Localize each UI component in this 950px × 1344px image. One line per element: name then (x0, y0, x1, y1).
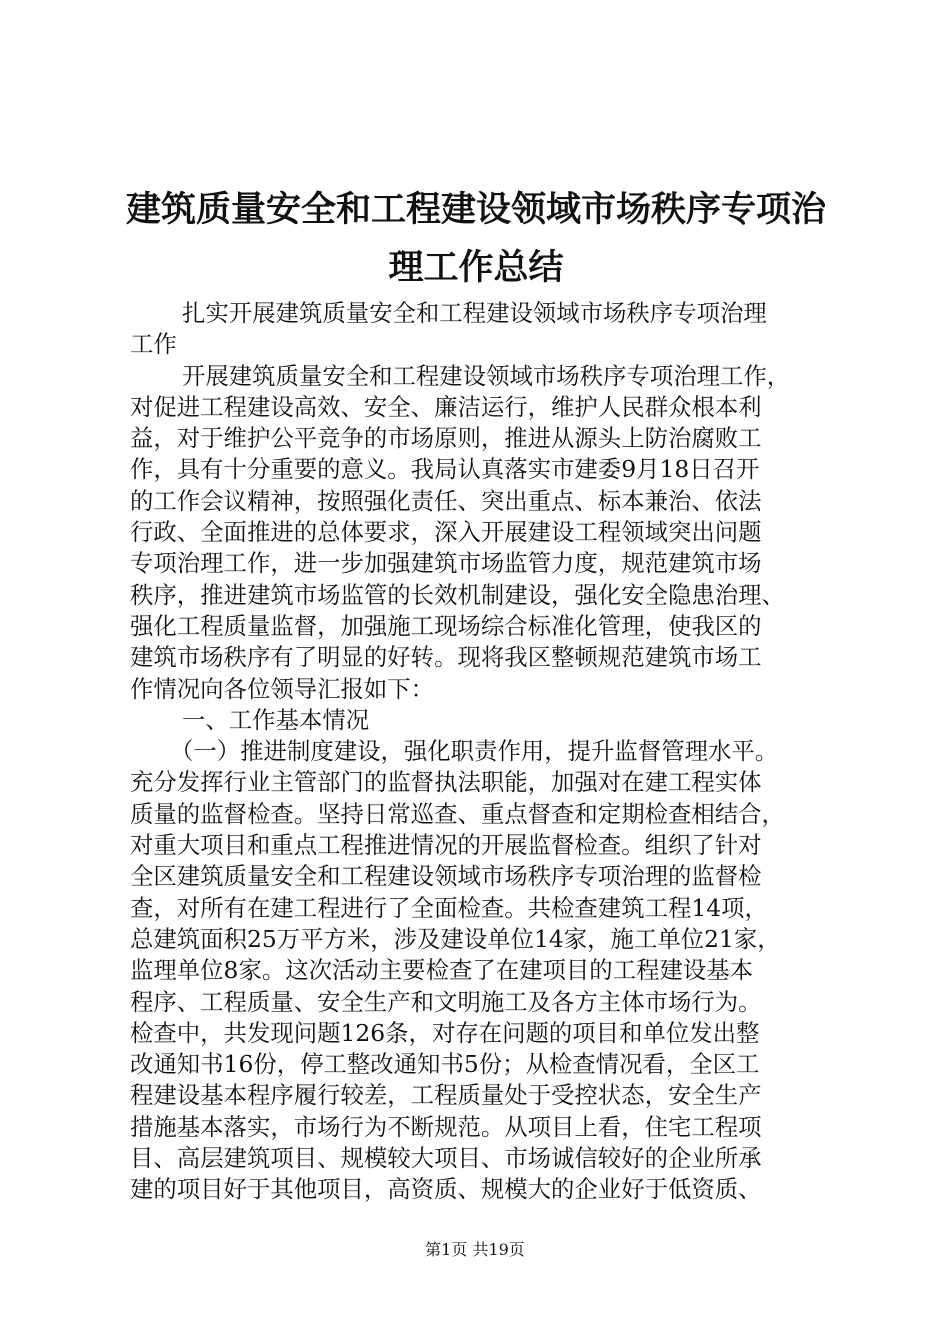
body-line: 措施基本落实，市场行为不断规范。从项目上看，住宅工程项 (130, 1112, 762, 1141)
body-line: 的工作会议精神，按照强化责任、突出重点、标本兼治、依法 (130, 486, 762, 515)
body-line: 对重大项目和重点工程推进情况的开展监督检查。组织了针对 (130, 831, 762, 860)
body-line: 全区建筑质量安全和工程建设领域市场秩序专项治理的监督检 (130, 862, 762, 891)
body-line: 工作 (130, 330, 177, 359)
body-line: 目、高层建筑项目、规模较大项目、市场诚信较好的企业所承 (130, 1144, 762, 1173)
body-line: 对促进工程建设高效、安全、廉洁运行，维护人民群众根本利 (130, 392, 762, 421)
body-line: 检查中，共发现问题126条，对存在问题的项目和单位发出整 (130, 1018, 760, 1047)
body-line: （一）推进制度建设，强化职责作用，提升监督管理水平。 (170, 737, 779, 766)
document-title-line-1: 建筑质量安全和工程建设领域市场秩序专项治 (125, 189, 826, 230)
body-line: 作，具有十分重要的意义。我局认真落实市建委9月18日召开 (130, 455, 760, 484)
document-body (130, 298, 830, 1206)
body-line: 查，对所有在建工程进行了全面检查。共检查建筑工程14项， (130, 893, 768, 922)
page-footer: 第1页 共19页 (425, 1240, 525, 1259)
body-line: 行政、全面推进的总体要求，深入开展建设工程领域突出问题 (130, 518, 762, 547)
body-line: 程序、工程质量、安全生产和文明施工及各方主体市场行为。 (130, 987, 762, 1016)
body-line: 建筑市场秩序有了明显的好转。现将我区整顿规范建筑市场工 (130, 643, 762, 672)
document-title-line-2: 理工作总结 (388, 247, 564, 288)
body-line: 开展建筑质量安全和工程建设领域市场秩序专项治理工作， (182, 361, 791, 390)
body-line: 秩序，推进建筑市场监管的长效机制建设，强化安全隐患治理、 (130, 580, 785, 609)
body-line: 改通知书16份，停工整改通知书5份；从检查情况看，全区工 (130, 1050, 760, 1079)
body-line: 益，对于维护公平竞争的市场原则，推进从源头上防治腐败工 (130, 424, 762, 453)
body-line: 质量的监督检查。坚持日常巡查、重点督查和定期检查相结合， (130, 799, 785, 828)
body-line: 监理单位8家。这次活动主要检查了在建项目的工程建设基本 (130, 956, 754, 985)
body-line: 扎实开展建筑质量安全和工程建设领域市场秩序专项治理 (182, 299, 767, 327)
body-line: 强化工程质量监督，加强施工现场综合标准化管理，使我区的 (130, 611, 762, 640)
body-line: 总建筑面积25万平方米，涉及建设单位14家，施工单位21家， (130, 924, 781, 953)
body-line: 作情况向各位领导汇报如下： (130, 674, 435, 703)
body-line: 充分发挥行业主管部门的监督执法职能，加强对在建工程实体 (130, 768, 762, 797)
body-line: 建的项目好于其他项目，高资质、规模大的企业好于低资质、 (130, 1175, 762, 1204)
body-line: 专项治理工作，进一步加强建筑市场监管力度，规范建筑市场 (130, 549, 762, 578)
body-line: 程建设基本程序履行较差，工程质量处于受控状态，安全生产 (130, 1081, 762, 1110)
section-heading: 一、工作基本情况 (182, 705, 370, 734)
